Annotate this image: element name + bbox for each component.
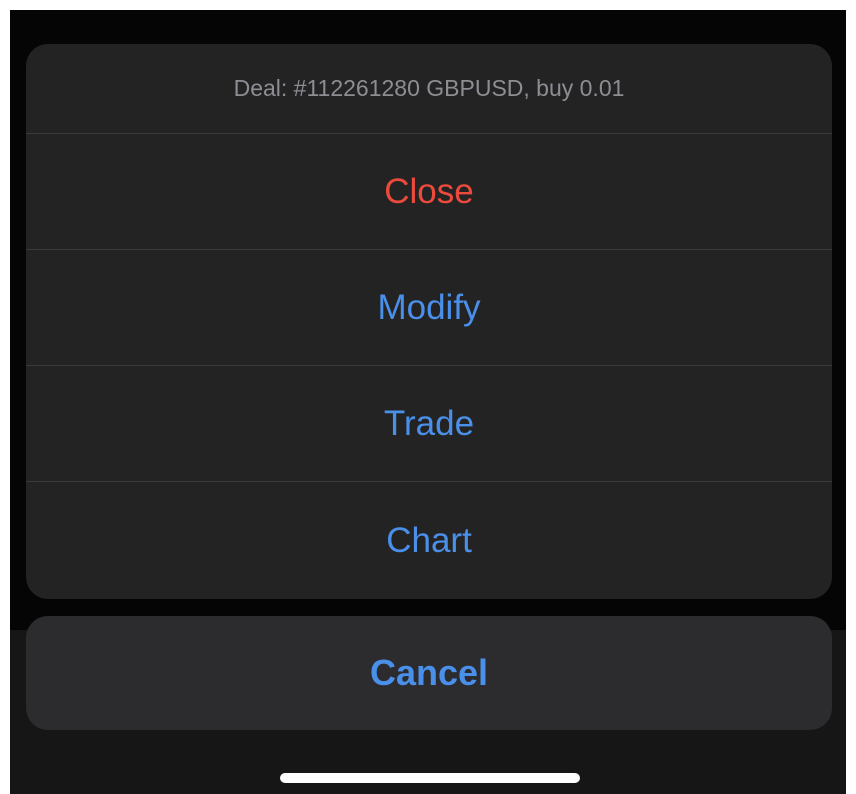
chart-button[interactable]: Chart (386, 520, 472, 560)
modify-button[interactable]: Modify (26, 250, 832, 366)
close-button[interactable]: Close (26, 134, 832, 250)
trade-button[interactable]: Trade (26, 366, 832, 482)
cancel-button[interactable]: Cancel (26, 616, 832, 730)
screen (10, 10, 846, 794)
action-sheet (26, 44, 832, 599)
action-sheet-title: Deal: #112261280 GBPUSD, buy 0.01 (26, 44, 832, 134)
home-indicator[interactable] (280, 773, 580, 783)
